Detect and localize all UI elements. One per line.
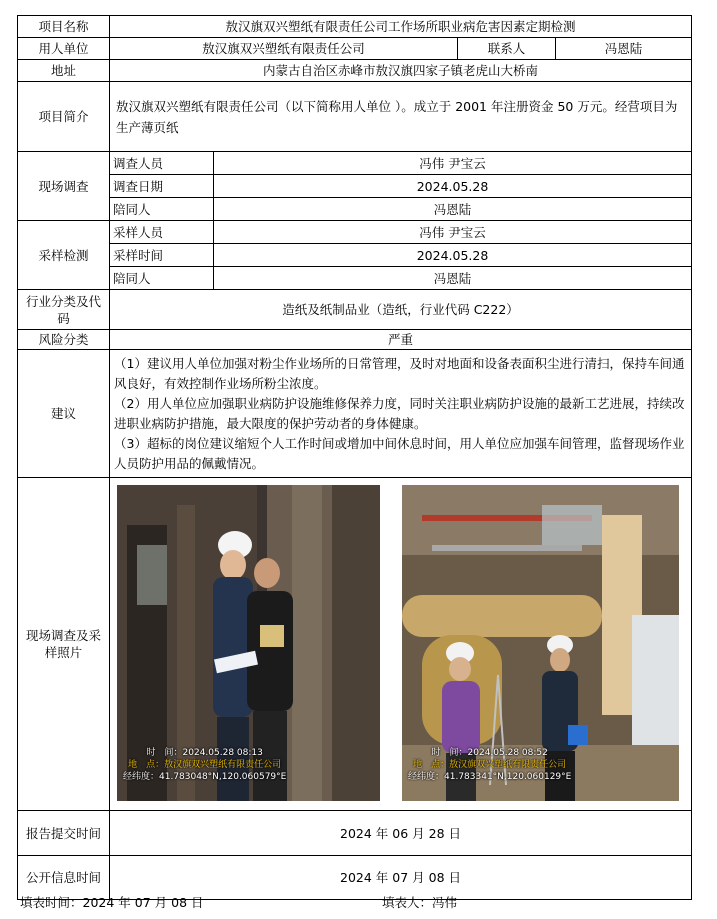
row-address [18,60,692,82]
row-sampling-3 [18,267,692,290]
sampling-key: 陪同人 [110,267,214,290]
row-intro [18,82,692,152]
photo1-coords: 经纬度：41.783048°N,120.060579°E [123,772,287,782]
photo1-time: 时 间：2024.05.28 08:13 [146,748,263,758]
value-advice [110,350,692,478]
row-survey-1 [18,152,692,175]
survey-value: 冯伟 尹宝云 [214,152,692,175]
fill-time: 填表时间：2024 年 07 月 08 日 [20,895,204,910]
row-industry [18,290,692,330]
value-employer: 敖汉旗双兴塑纸有限责任公司 [110,38,458,60]
survey-value: 2024.05.28 [214,175,692,198]
label-publish-date: 公开信息时间 [18,856,110,900]
row-risk [18,330,692,350]
label-survey: 现场调查 [18,152,110,221]
value-industry: 造纸及纸制品业（造纸，行业代码 C222） [110,290,692,330]
label-employer: 用人单位 [18,38,110,60]
row-sampling-1 [18,221,692,244]
value-contact: 冯恩陆 [556,38,692,60]
photo2-timestamp [408,747,571,783]
value-address: 内蒙古自治区赤峰市敖汉旗四家子镇老虎山大桥南 [110,60,692,82]
advice-item: （3）超标的岗位建议缩短个人工作时间或增加中间休息时间，用人单位应加强车间管理，监督现场作业人员防护用品的佩戴情况。 [114,435,685,471]
disclosure-form-table [17,15,692,900]
label-contact: 联系人 [458,38,556,60]
label-industry: 行业分类及代码 [18,290,110,330]
sampling-value: 2024.05.28 [214,244,692,267]
site-photo-1 [117,485,380,801]
advice-item: （1）建议用人单位加强对粉尘作业场所的日常管理，及时对地面和设备表面积尘进行清扫，保持车间通风良好，有效控制作业场所粉尘浓度。 [114,355,685,391]
label-photos: 现场调查及采样照片 [18,478,110,811]
sampling-key: 采样人员 [110,221,214,244]
label-risk: 风险分类 [18,330,110,350]
value-risk: 严重 [110,330,692,350]
row-survey-3 [18,198,692,221]
sampling-value: 冯伟 尹宝云 [214,221,692,244]
survey-key: 调查日期 [110,175,214,198]
label-sampling: 采样检测 [18,221,110,290]
row-photos [18,478,692,811]
label-intro: 项目简介 [18,82,110,152]
label-report-date: 报告提交时间 [18,811,110,856]
value-project-name: 敖汉旗双兴塑纸有限责任公司工作场所职业病危害因素定期检测 [110,16,692,38]
label-advice: 建议 [18,350,110,478]
sampling-value: 冯恩陆 [214,267,692,290]
value-report-date: 2024 年 06 月 28 日 [110,811,692,856]
photo2-coords: 经纬度：41.783341°N,120.060129°E [408,772,572,782]
sampling-key: 采样时间 [110,244,214,267]
value-intro: 敖汉旗双兴塑纸有限责任公司（以下简称用人单位 ）。成立于 2001 年注册资金 50 万元。经营项目为生产薄页纸 [110,82,692,152]
survey-key: 调查人员 [110,152,214,175]
row-survey-2 [18,175,692,198]
survey-value: 冯恩陆 [214,198,692,221]
label-project-name: 项目名称 [18,16,110,38]
photos-cell [110,478,692,811]
photo1-timestamp [123,747,286,783]
row-report-date [18,811,692,856]
row-project-name [18,16,692,38]
advice-item: （2）用人单位应加强职业病防护设施维修保养力度，同时关注职业病防护设施的最新工艺进展，持续改进职业病防护措施，最大限度的保护劳动者的身体健康。 [114,395,685,431]
photo1-place: 地 点：敖汉旗双兴塑纸有限责任公司 [128,760,282,770]
photo2-place: 地 点：敖汉旗双兴塑纸有限责任公司 [413,760,567,770]
site-photo-2 [402,485,679,801]
filler-name: 填表人：冯伟 [382,895,458,910]
row-employer [18,38,692,60]
survey-key: 陪同人 [110,198,214,221]
label-address: 地址 [18,60,110,82]
value-publish-date: 2024 年 07 月 08 日 [110,856,692,900]
photo2-time: 时 间：2024.05.28 08:52 [431,748,548,758]
row-advice [18,350,692,478]
row-sampling-2 [18,244,692,267]
